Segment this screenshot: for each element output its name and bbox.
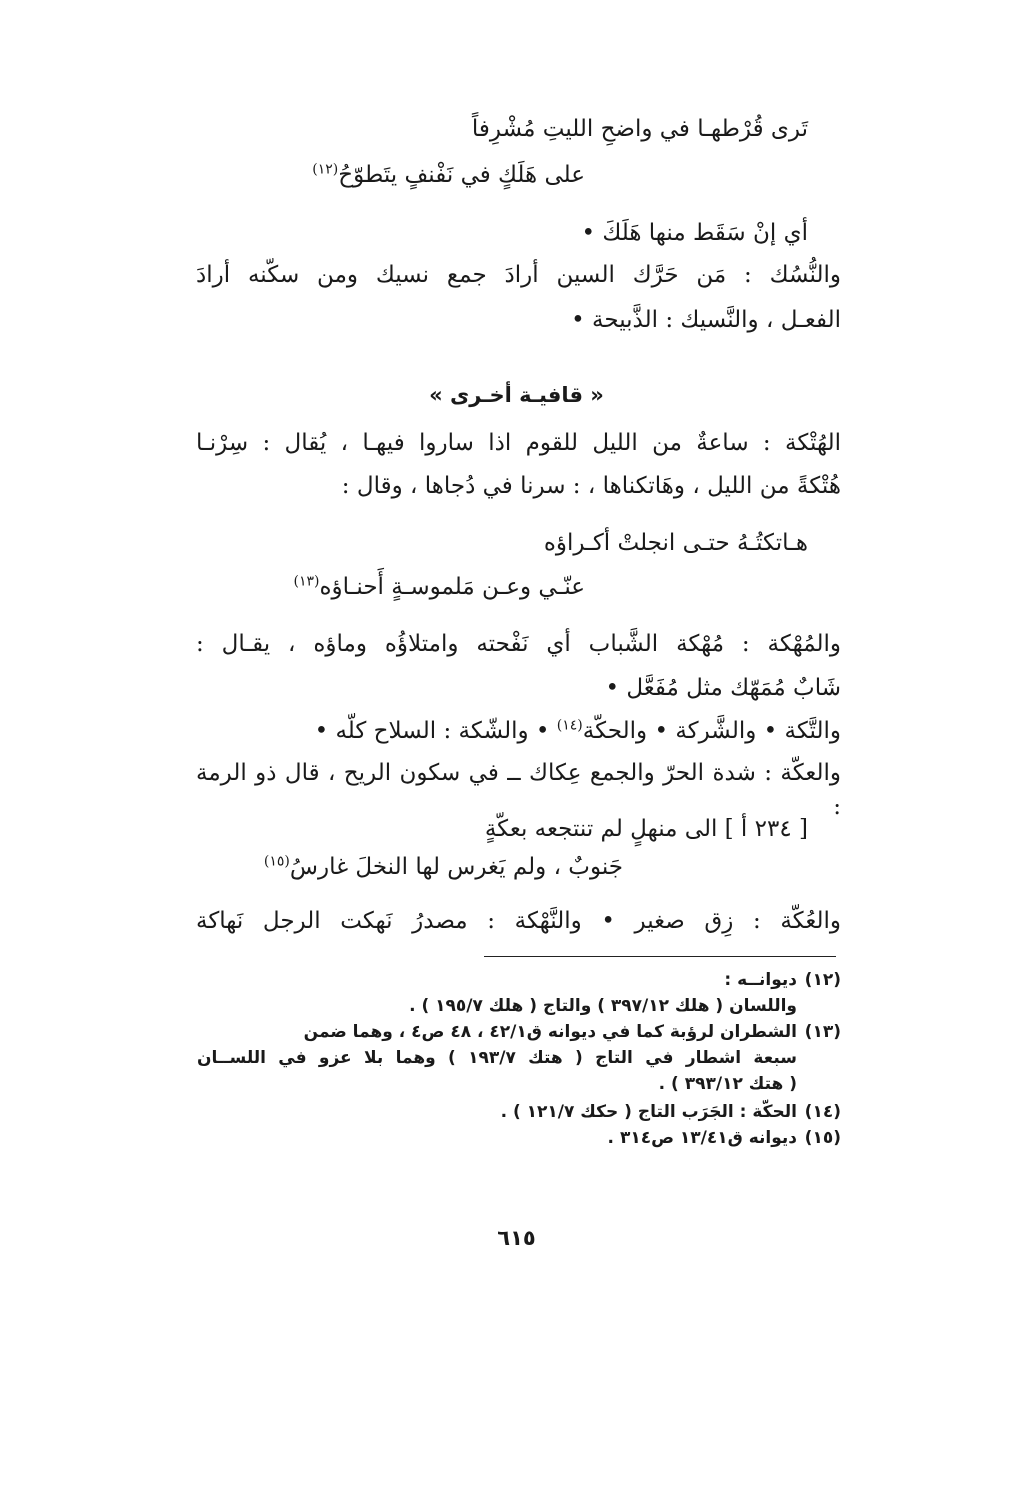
- footnote-divider: [484, 956, 836, 957]
- paragraph-3-line-3-part-b: • والشّكة : السلاح كلّه •: [314, 718, 550, 744]
- footnote-ref-13: (١٣): [293, 573, 320, 590]
- verse-2-line-1: هـاتكتُـهُ حتـى انجلتْ أكـراؤه: [543, 530, 808, 556]
- footnote-12-number: (١٢): [804, 970, 841, 990]
- footnote-13-line-1: الشطران لرؤبة كما في ديوانه ق٤٢/١ ، ٤٨ ص٤ ، وهما ضمن: [303, 1022, 797, 1042]
- paragraph-1-line-2: والنُّسُك : مَن حَرَّك السين أرادَ جمع نسيك ومن سكّنه أرادَ: [196, 262, 841, 288]
- verse-2-line-2: [294, 570, 585, 604]
- footnote-13-line-3: ( هتك ٣٩٣/١٢ ) .: [658, 1074, 797, 1094]
- paragraph-2-line-2: هُتْكةً من الليل ، وهَاتكناها ، : سرنا في دُجاها ، وقال :: [341, 473, 841, 499]
- paragraph-1-line-1: أي إنْ سَقَط منها هَلَكَ •: [581, 220, 808, 246]
- footnote-14-line-1: الحكّة : الجَرَب التاج ( حكك ١٢١/٧ ) .: [500, 1102, 797, 1122]
- verse-1-line-2-text: على هَلَكٍ في نَفْنفٍ يتَطوّحُ: [338, 162, 585, 188]
- paragraph-3-line-4: والعكّة : شدة الحرّ والجمع عِكاك ــ في سكون الريح ، قال ذو الرمة :: [196, 760, 841, 820]
- verse-3-line-2-text: جَنوبٌ ، ولم يَغرس لها النخلَ غارسُ: [289, 854, 623, 880]
- paragraph-3-line-3-part-a: والتَّكة • والشَّركة • والحكّة: [582, 718, 841, 744]
- verse-2-line-2-text: عنّـي وعـن مَلموسـةٍ أَحنـاؤه: [319, 574, 585, 600]
- footnote-13: [304, 1019, 841, 1045]
- paragraph-1-line-3: الفعـل ، والنَّسيك : الذَّبيحة •: [571, 307, 841, 333]
- footnote-15-line-1: ديوانه ق١٣/٤١ ص٣١٤ .: [607, 1128, 797, 1148]
- verse-1-line-2: [312, 158, 585, 192]
- paragraph-3-line-3: [315, 714, 841, 748]
- footnote-15-number: (١٥): [804, 1128, 841, 1148]
- verse-3-line-2: [264, 850, 623, 884]
- section-heading: « قافيـة أخـرى »: [429, 383, 604, 407]
- verse-1-line-1: تَرى قُرْطهـا في واضحِ الليتِ مُشْرِفاً: [471, 116, 808, 142]
- paragraph-3-line-2: شَابٌ مُمَهّك مثل مُفَعَّل •: [605, 675, 841, 701]
- footnote-12-line-2: واللسان ( هلك ٣٩٧/١٢ ) والتاج ( هلك ١٩٥/٧ ) .: [409, 996, 797, 1016]
- footnote-ref-12: (١٢): [312, 161, 339, 178]
- footnote-14-number: (١٤): [804, 1102, 841, 1122]
- footnote-13-line-2: سبعة اشطار في التاج ( هتك ١٩٣/٧ ) وهما بلا عزو في اللســان: [197, 1048, 797, 1068]
- footnote-14: [501, 1099, 841, 1125]
- footnote-13-number: (١٣): [804, 1022, 841, 1042]
- footnote-12-line-1: ديوانــه :: [724, 970, 797, 990]
- verse-3-line-1: [ ٢٣٤ أ ] الى منهلٍ لم تنتجعه بعكّةٍ: [484, 816, 808, 842]
- paragraph-4-line-1: والعُكّة : زِق صغير • والنَّهْكة : مصدرُ نَهكت الرجل نَهاكة: [196, 908, 841, 934]
- footnote-ref-15: (١٥): [263, 853, 290, 870]
- page-number: ٦١٥: [497, 1226, 536, 1250]
- paragraph-2-line-1: الهُتْكة : ساعةٌ من الليل للقوم اذا ساروا فيهـا ، يُقال : سِرْنـا: [196, 430, 841, 456]
- footnote-15: [608, 1125, 841, 1151]
- footnote-12: [724, 967, 841, 993]
- paragraph-3-line-1: والمُهْكة : مُهْكة الشَّباب أي نَفْحته وامتلاؤُه وماؤه ، يقـال :: [196, 631, 841, 657]
- footnote-ref-14: (١٤): [556, 717, 583, 734]
